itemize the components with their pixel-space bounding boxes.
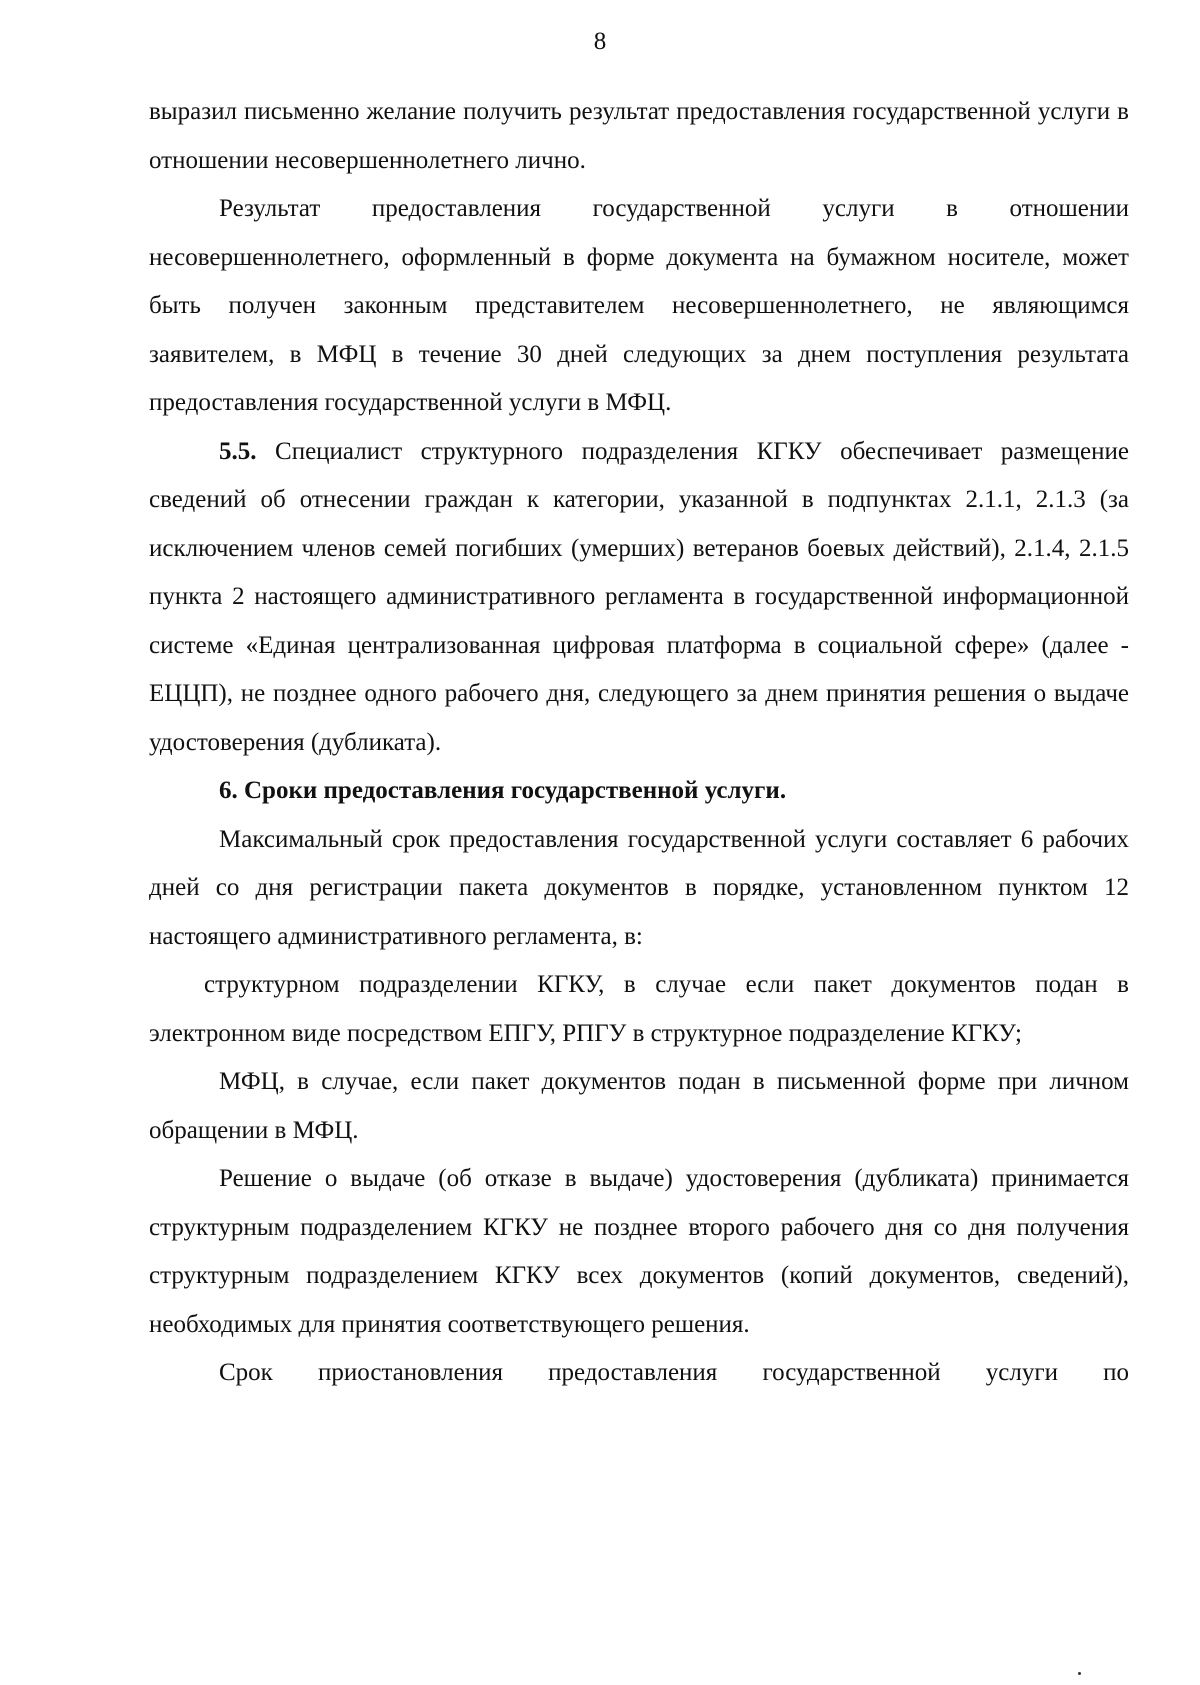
paragraph-result-minor: Результат предоставления государственной услуги в отношении несовершеннолетнего, оформленный в форме документа на бумажном носителе, может быть получен законным представителем несовершеннолетнего, не являющимся заявителем, в МФЦ в течение 30 дней следующих за днем поступления результата предоставления государственной услуги в МФЦ. (149, 195, 1129, 416)
clause-number: 5.5. (219, 437, 257, 465)
section-heading-6: 6. Сроки предоставления государственной услуги. (219, 777, 787, 804)
paragraph-suspension: Срок приостановления предоставления государственной услуги по (219, 1359, 1129, 1386)
document-body (149, 88, 1129, 1398)
paragraph-max-term: Максимальный срок предоставления государственной услуги составляет 6 рабочих дней со дня регистрации пакета документов в порядке, установленном пунктом 12 настоящего административного регламента, в: (149, 825, 1129, 950)
paragraph-decision: Решение о выдаче (об отказе в выдаче) удостоверения (дубликата) принимается структурным подразделением КГКУ не позднее второго рабочего дня со дня получения структурным подразделением КГКУ всех документов (копий документов, сведений), необходимых для принятия соответствующего решения. (149, 1165, 1129, 1338)
page-number: 8 (593, 28, 607, 55)
paragraph-continuation: выразил письменно желание получить результат предоставления государственной услуги в отношении несовершеннолетнего лично. (149, 98, 1129, 174)
paragraph-kgku-electronic: структурном подразделении КГКУ, в случае если пакет документов подан в электронном виде посредством ЕПГУ, РПГУ в структурное подразделение КГКУ; (149, 971, 1129, 1047)
scan-speck (1078, 1672, 1081, 1675)
clause-text: Специалист структурного подразделения КГКУ обеспечивает размещение сведений об отнесении граждан к категории, указанной в подпунктах 2.1.1, 2.1.3 (за исключением членов семей погибших (умерших) ветеранов боевых действий), 2.1.4, 2.1.5 пункта 2 настоящего административного регламента в государственной информационной системе «Единая централизованная цифровая платформа в социальной сфере» (далее - ЕЦЦП), не позднее одного рабочего дня, следующего за днем принятия решения о выдаче удостоверения (дубликата). (149, 437, 1129, 756)
paragraph-mfc-written: МФЦ, в случае, если пакет документов подан в письменной форме при личном обращении в МФЦ. (149, 1068, 1129, 1144)
paragraph-5-5 (149, 428, 1129, 768)
